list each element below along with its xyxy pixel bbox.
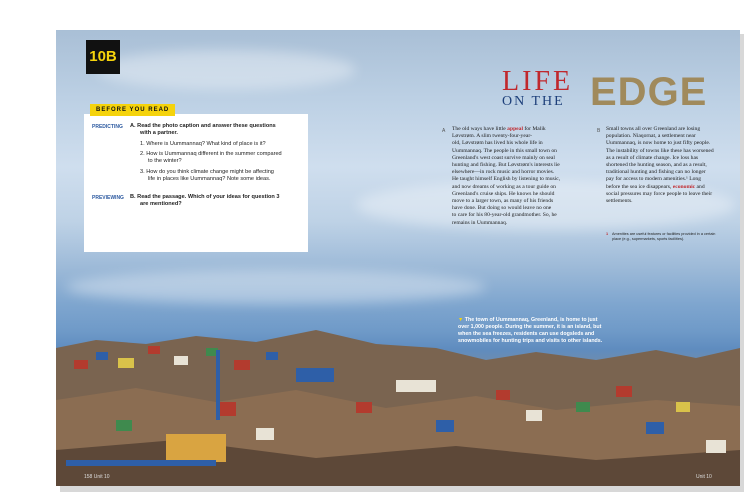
paragraph-a-line: Greenland's cruise ships. He knows he should (452, 190, 555, 197)
before-you-read-heading: BEFORE YOU READ (90, 104, 175, 116)
paragraph-a-line: remains in Uummannaq. (452, 219, 508, 226)
caption-line: snowmobiles for hunting trips and visits to other islands. (458, 338, 603, 344)
textbook-spread (56, 30, 740, 486)
title-life: LIFE (502, 66, 574, 97)
paragraph-b-line: as a result of climate change. Ice loss has (606, 154, 699, 161)
paragraph-b-line: Small towns all over Greenland are losing (606, 126, 701, 132)
caption-line: The town of Uummannaq, Greenland, is home to just (464, 317, 598, 323)
question-2-line: 2. How is Uummannaq different in the summer compared (140, 151, 282, 157)
paragraph-a-line: to care for his 80-year-old grandmother. So, he (452, 212, 557, 219)
question-2 (140, 151, 282, 165)
paragraph-a-line: hunting and fishing. But Løvstrøm's interests lie (452, 162, 560, 169)
paragraph-a-line: He taught himself English by listening to music, (452, 176, 561, 183)
question-3-line: 3. How do you think climate change might be affecting (140, 169, 274, 175)
paragraph-a-line: move to a larger town, as many of his friends (452, 198, 554, 205)
footnote (612, 232, 738, 242)
paragraph-a-line: The old ways have little appeal for Malik (452, 126, 546, 132)
caption-line: when the sea freezes, residents can use dogsleds and (458, 331, 595, 337)
question-a (130, 123, 276, 137)
question-b-line: are mentioned? (140, 201, 182, 207)
keyword: appeal (507, 126, 524, 132)
question-b-line: B. Read the passage. Which of your ideas for question 3 (130, 194, 280, 200)
photo-caption (458, 317, 630, 345)
paragraph-b-line: Uummannaq, is now home to just fifty people. (606, 140, 711, 147)
question-1 (140, 141, 266, 148)
unit-badge: 10B (86, 40, 120, 74)
paragraph-a-line: Uummannaq. The people in this small town on (452, 147, 557, 154)
paragraph-a-line: have done. But doing so would leave no one (452, 205, 552, 212)
footnote-line: place (e.g., supermarkets, sports facilities). (612, 237, 685, 241)
question-1-line: 1. Where is Uummannaq? What kind of place is it? (140, 141, 266, 147)
paragraph-b-line: pay for access to modern amenities.¹ Long (606, 176, 702, 183)
paragraph-b (606, 126, 738, 205)
paragraph-b-line: social pressures may force people to leave their (606, 190, 713, 197)
previewing-label: PREVIEWING (92, 195, 124, 201)
paragraph-b-line: shortened the hunting season, and as a result, (606, 162, 707, 169)
paragraph-a-line: old, Løvstrøm has lived his whole life in (452, 140, 543, 147)
keyword: economic (672, 183, 696, 190)
paragraph-letter-b: B (597, 128, 601, 134)
paragraph-letter-a: A (442, 128, 446, 134)
page-number-right: Unit 10 (696, 474, 712, 480)
paragraph-a-line: Greenland's west coast survive mainly on seal (452, 154, 555, 161)
caption-arrow-icon: ▼ (458, 317, 464, 323)
page-number-left: 158 Unit 10 (84, 474, 110, 480)
paragraph-a-line: and now dreams of working as a tour guide on (452, 183, 556, 190)
title-on-the: ON THE (502, 94, 565, 109)
question-b (130, 194, 280, 208)
title-edge: EDGE (590, 70, 708, 114)
paragraph-b-line: traditional hunting and fishing can no longer (606, 169, 706, 176)
paragraph-a (452, 126, 602, 227)
footnote-line: Amenities are useful features or facilities provided in a certain (612, 232, 716, 236)
question-2-line: to the winter? (148, 158, 182, 164)
paragraph-b-line: population. Niaqornat, a settlement near (606, 133, 696, 140)
predicting-label: PREDICTING (92, 124, 123, 130)
paragraph-b-line: The instability of towns like these has worsened (606, 147, 714, 154)
paragraph-a-line: Løvstrøm. A slim twenty-four-year- (452, 133, 532, 140)
before-you-read-box (84, 107, 308, 252)
caption-line: over 1,000 people. During the summer, it is an island, but (458, 324, 602, 330)
question-a-line: with a partner. (140, 130, 178, 136)
question-a-line: A. Read the photo caption and answer these questions (130, 123, 276, 129)
question-3-line: life in places like Uummannaq? Note some ideas. (148, 176, 271, 182)
paragraph-b-line: before the sea ice disappears, economic and (606, 183, 705, 190)
question-3 (140, 169, 274, 183)
paragraph-a-line: elsewhere—in rock music and horror movies. (452, 169, 555, 176)
footnote-mark: 1 (606, 232, 609, 236)
paragraph-b-line: settlements. (606, 198, 633, 205)
